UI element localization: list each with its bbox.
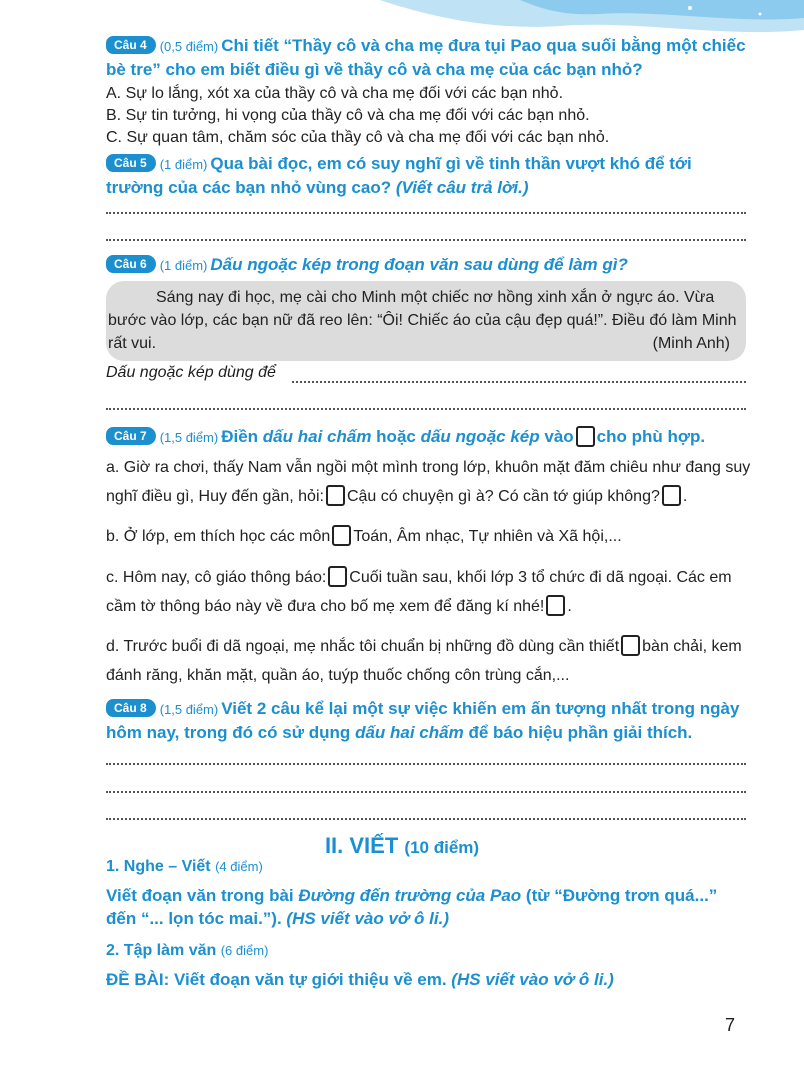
question-4 [106, 34, 751, 149]
question-points: (0,5 điểm) [159, 39, 219, 54]
question-badge: Câu 4 [106, 36, 156, 54]
question-points: (1 điểm) [159, 157, 208, 172]
passage-text: Sáng nay đi học, mẹ cài cho Minh một chiếc nơ hồng xinh xắn ở ngực áo. Vừa bước vào lớp, các bạn nữ đã reo lên: “Ôi! Chiếc áo của cậu đẹp quá!”. Điều đó làm Minh rất vui. (Minh Anh) [108, 286, 738, 355]
answer-box[interactable] [662, 485, 681, 506]
option-b: B. Sự tin tưởng, hi vọng của thầy cô và cha mẹ đối với các bạn nhỏ. [106, 107, 590, 124]
question-7-item-b: b. Ở lớp, em thích học các môn Toán, Âm nhạc, Tự nhiên và Xã hội,... [106, 522, 751, 551]
answer-box[interactable] [621, 635, 640, 656]
question-7 [106, 425, 751, 449]
answer-line[interactable] [106, 212, 746, 214]
question-badge: Câu 8 [106, 699, 156, 717]
question-8-prompt: Câu 8 (1,5 điểm) Viết 2 câu kể lại một sự việc khiến em ấn tượng nhất trong ngày hôm nay, trong đó có sử dụng dấu hai chấm để báo hiệu phần giải thích. [106, 699, 740, 742]
answer-box[interactable] [332, 525, 351, 546]
option-c: C. Sự quan tâm, chăm sóc của thầy cô và cha mẹ đối với các bạn nhỏ. [106, 129, 610, 146]
question-6-answer: Dấu ngoặc kép dùng để [106, 364, 276, 381]
question-points: (1 điểm) [159, 258, 208, 273]
question-5-prompt: Câu 5 (1 điểm) Qua bài đọc, em có suy nghĩ gì về tinh thần vượt khó để tới trường của các bạn nhỏ vùng cao? (Viết câu trả lời.) [106, 154, 692, 197]
answer-box[interactable] [546, 595, 565, 616]
part-1-text: Viết đoạn văn trong bài Đường đến trường của Pao (từ “Đường trơn quá...” đến “... lọn tóc mai.”). (HS viết vào vở ô li.) [106, 886, 718, 928]
question-points: (1,5 điểm) [159, 430, 219, 445]
question-badge: Câu 5 [106, 154, 156, 172]
answer-box [576, 426, 595, 447]
section-title: II. VIẾT (10 điểm) [324, 833, 480, 858]
question-8 [106, 697, 751, 744]
question-7-item-a: a. Giờ ra chơi, thấy Nam vẫn ngồi một mình trong lớp, khuôn mặt đăm chiêu như đang suy nghĩ điều gì, Huy đến gần, hỏi: Cậu có chuyện gì à? Có cần tớ giúp không? . [106, 459, 751, 505]
question-7-prompt: Câu 7 (1,5 điểm) Điền dấu hai chấm hoặc dấu ngoặc kép vào cho phù hợp. [106, 425, 751, 449]
question-points: (1,5 điểm) [159, 702, 219, 717]
question-6 [106, 253, 751, 277]
question-badge: Câu 6 [106, 255, 156, 273]
question-7-item-c: c. Hôm nay, cô giáo thông báo: Cuối tuần sau, khối lớp 3 tổ chức đi dã ngoại. Các em cầm tờ thông báo này về đưa cho bố mẹ xem để đăng kí nhé! . [106, 563, 751, 621]
answer-line[interactable] [106, 763, 746, 765]
answer-line[interactable] [106, 239, 746, 241]
answer-box[interactable] [326, 485, 345, 506]
page-number: 7 [725, 1015, 736, 1035]
part-2-text: ĐỀ BÀI: Viết đoạn văn tự giới thiệu về em. (HS viết vào vở ô li.) [106, 970, 614, 989]
answer-line[interactable] [106, 408, 746, 410]
part-1-heading: 1. Nghe – Viết (4 điểm) [106, 858, 263, 875]
question-4-prompt: Câu 4 (0,5 điểm) Chi tiết “Thầy cô và cha mẹ đưa tụi Pao qua suối bằng một chiếc bè tre” cho em biết điều gì về thầy cô và cha mẹ của các bạn nhỏ? [106, 36, 746, 79]
answer-box[interactable] [328, 566, 347, 587]
question-5 [106, 152, 751, 199]
question-7-item-d: d. Trước buổi đi dã ngoại, mẹ nhắc tôi chuẩn bị những đồ dùng cần thiết bàn chải, kem đánh răng, khăn mặt, quần áo, tuýp thuốc chống côn trùng cắn,... [106, 632, 751, 690]
passage-author: (Minh Anh) [652, 335, 730, 352]
question-badge: Câu 7 [106, 427, 156, 445]
answer-line[interactable] [292, 381, 746, 383]
option-a: A. Sự lo lắng, xót xa của thầy cô và cha mẹ đối với các bạn nhỏ. [106, 85, 564, 102]
answer-line[interactable] [106, 818, 746, 820]
part-2-heading: 2. Tập làm văn (6 điểm) [106, 942, 269, 959]
question-6-prompt: Câu 6 (1 điểm) Dấu ngoặc kép trong đoạn văn sau dùng để làm gì? [106, 253, 751, 277]
answer-line[interactable] [106, 791, 746, 793]
